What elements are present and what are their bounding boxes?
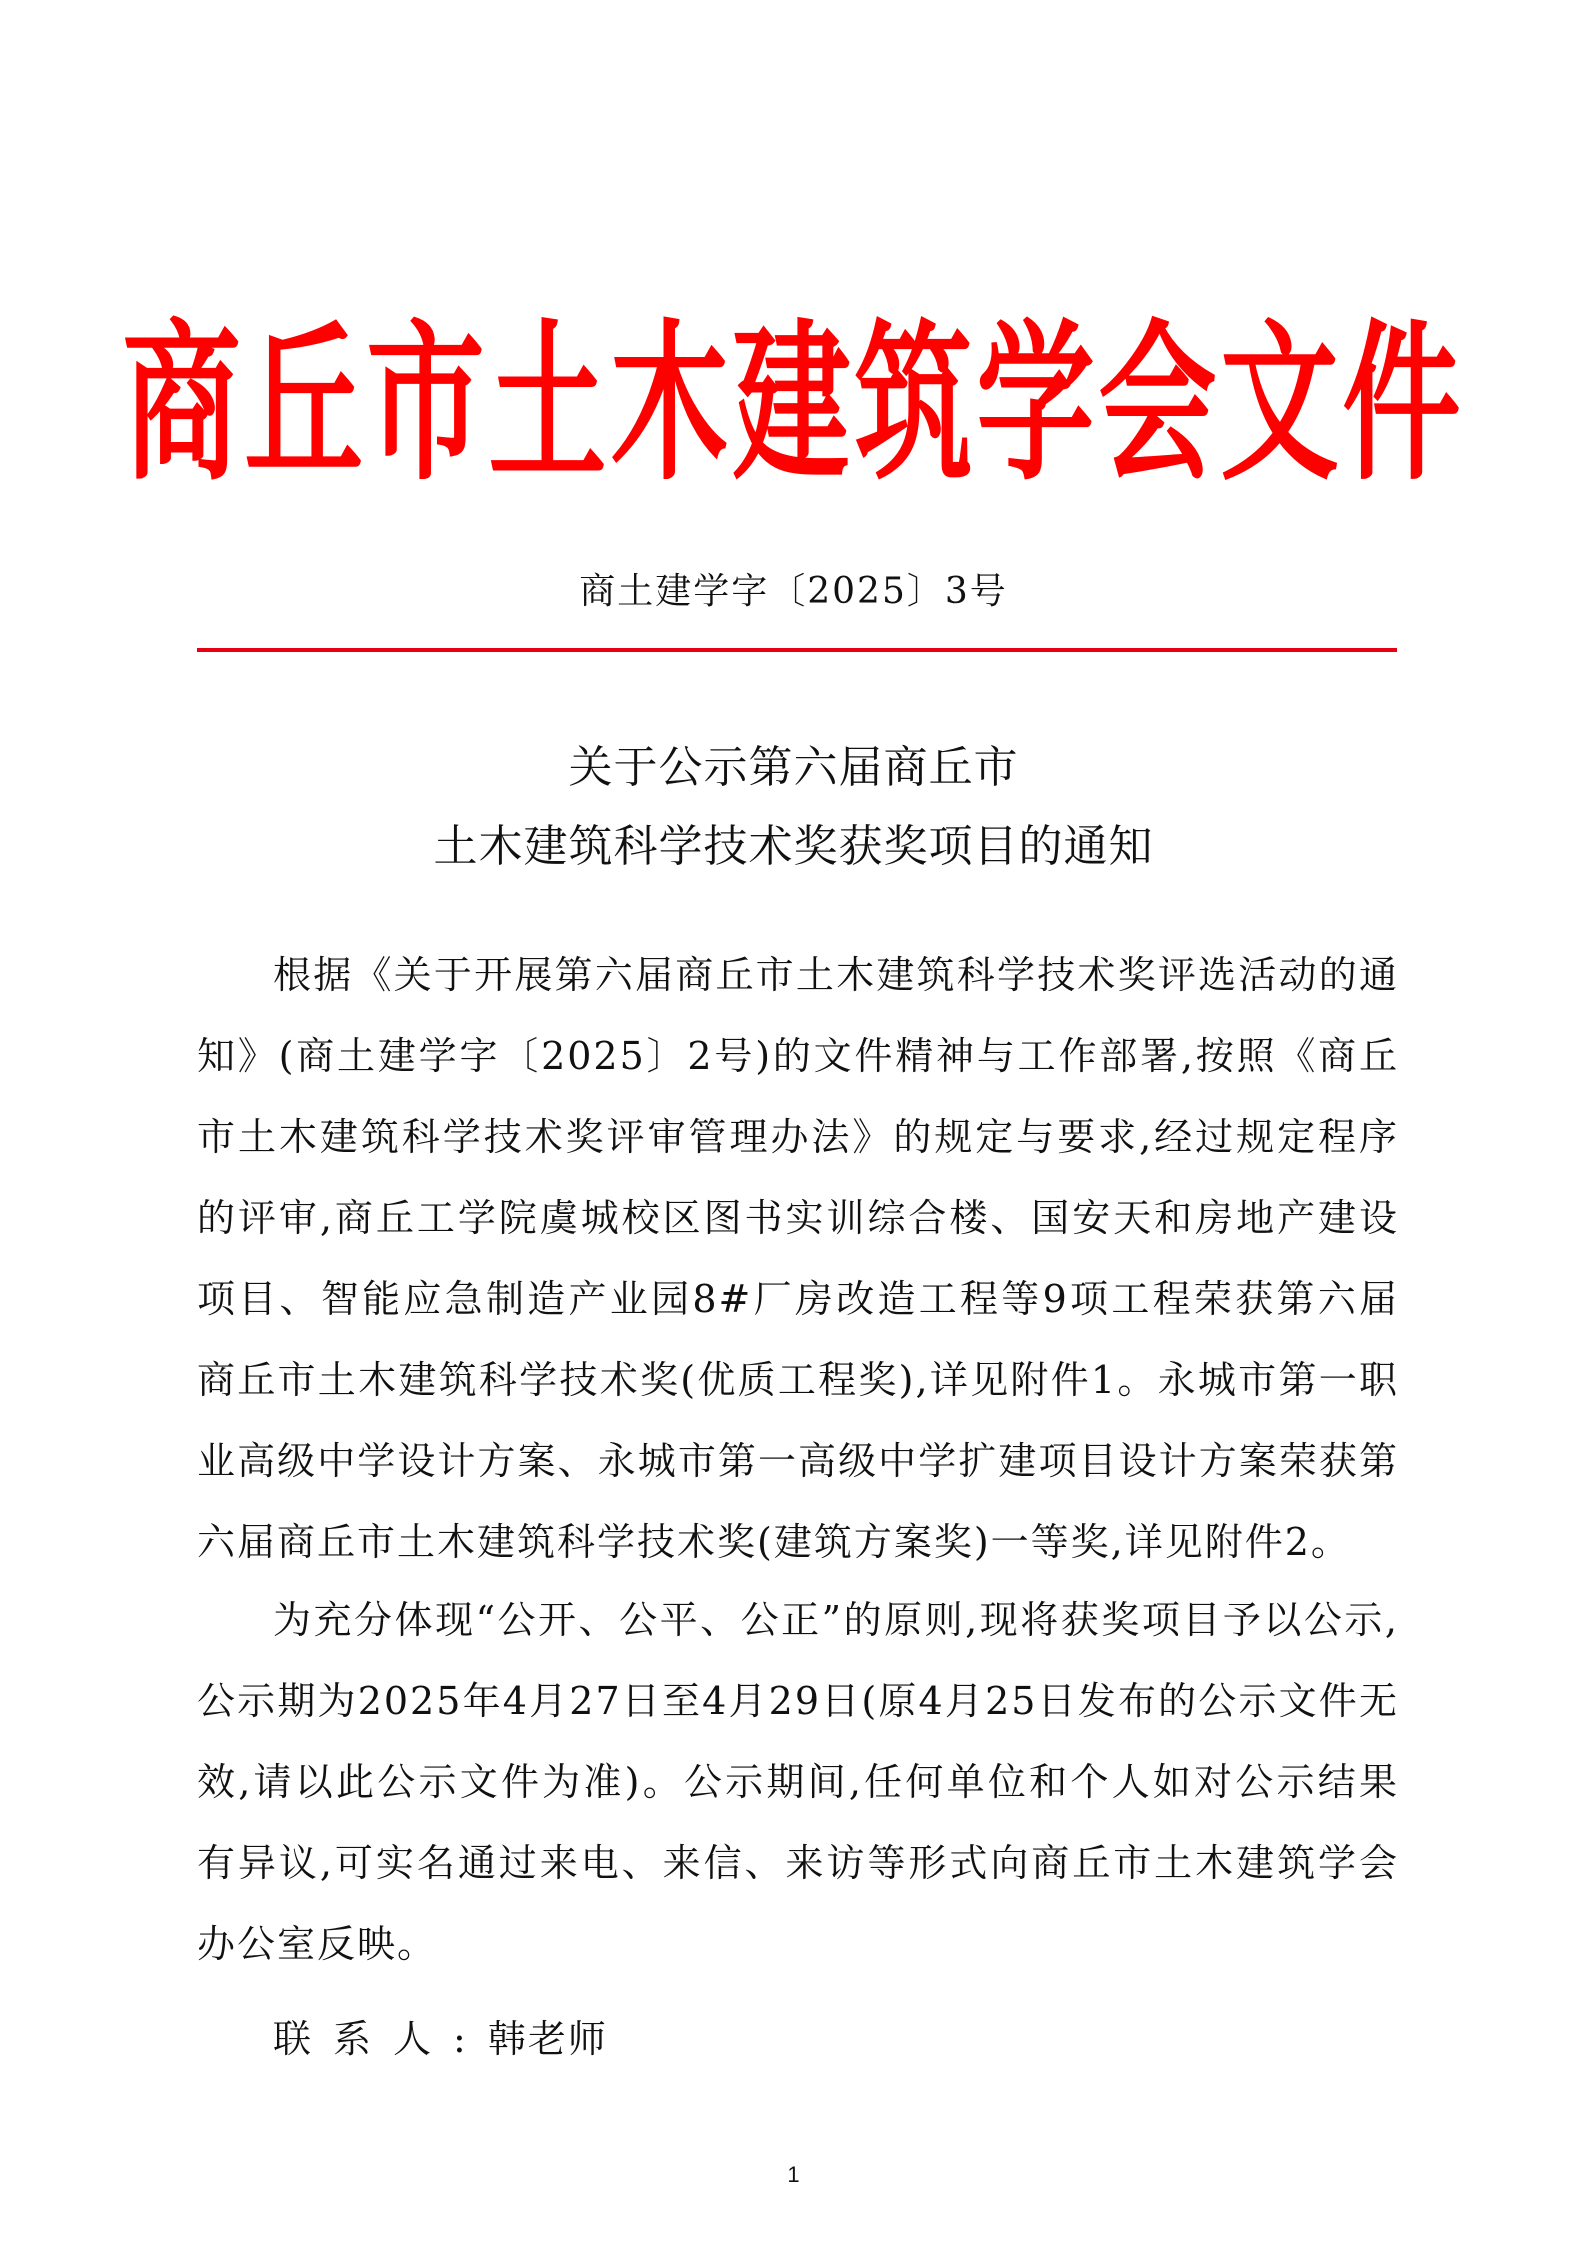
body-paragraph-1: 根据《关于开展第六届商丘市土木建筑科学技术奖评选活动的通知》(商土建学字〔2025〕2号)的文件精神与工作部署,按照《商丘市土木建筑科学技术奖评审管理办法》的规定与要求,经过规定程序的评审,商丘工学院虞城校区图书实训综合楼、国安天和房地产建设项目、智能应急制造产业园8#厂房改造工程等9项工程荣获第六届商丘市土木建筑科学技术奖(优质工程奖),详见附件1。永城市第一职业高级中学设计方案、永城市第一高级中学扩建项目设计方案荣获第六届商丘市土木建筑科学技术奖(建筑方案奖)一等奖,详见附件2。 bbox=[197, 953, 1399, 1564]
header-divider-line bbox=[197, 648, 1397, 652]
page-number: 1 bbox=[787, 2162, 800, 2187]
contact-label: 联系人: bbox=[273, 2017, 488, 2061]
body-paragraph-2: 为充分体现“公开、公平、公正”的原则,现将获奖项目予以公示,公示期为2025年4月27日至4月29日(原4月25日发布的公示文件无效,请以此公示文件为准)。公示期间,任何单位和个人如对公示结果有异议,可实名通过来电、来信、来访等形式向商丘市土木建筑学会办公室反映。 bbox=[197, 1598, 1399, 1966]
contact-line bbox=[273, 2017, 608, 2061]
contact-name: 韩老师 bbox=[487, 2017, 608, 2061]
notice-title-line-2: 土木建筑科学技术奖获奖项目的通知 bbox=[433, 821, 1154, 872]
notice-title-line-1: 关于公示第六届商丘市 bbox=[568, 742, 1019, 793]
document-header-title: 商丘市土木建筑学会文件 bbox=[122, 303, 1465, 504]
document-number: 商土建学字〔2025〕3号 bbox=[579, 571, 1008, 612]
